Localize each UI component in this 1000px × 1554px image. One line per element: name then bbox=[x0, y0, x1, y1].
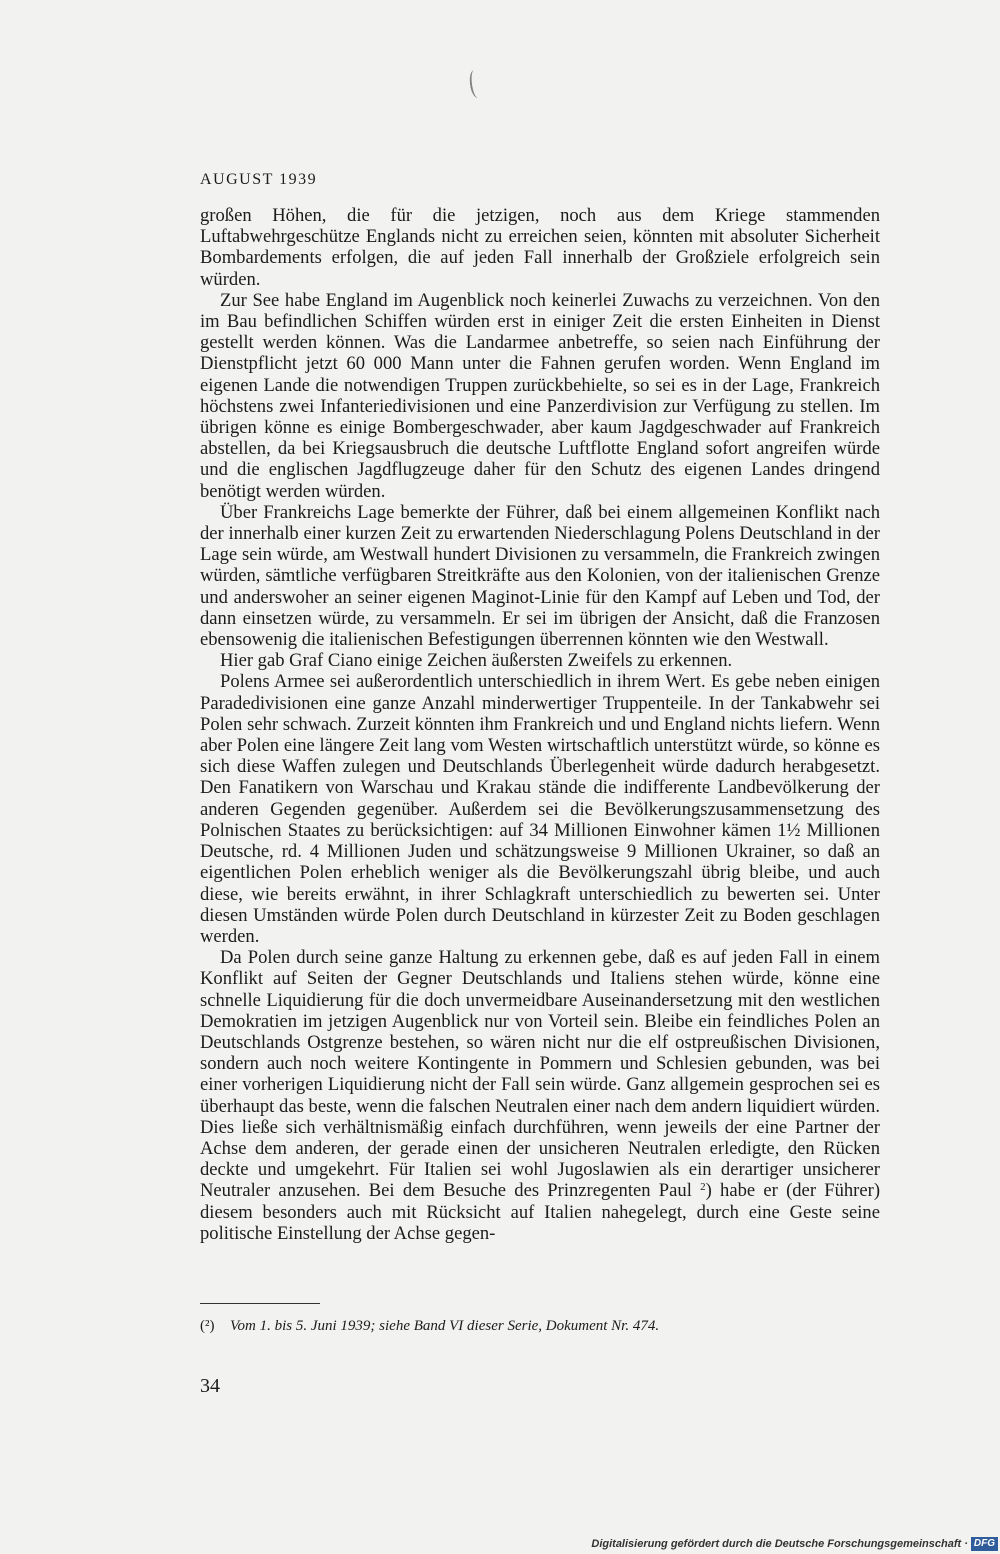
paragraph-2: Zur See habe England im Augenblick noch keinerlei Zuwachs zu verzeichnen. Von den im Bau befindlichen Schiffen würden erst in einiger Zeit die ersten Einheiten in Dienst gestellt werden können. Was die Landarmee anbetreffe, so seien nach Einführung der Dienstpflicht jetzt 60 000 Mann unter die Fahnen gerufen worden. Wenn England im eigenen Lande die notwendigen Truppen zurückbehielte, so sei es in der Lage, Frankreich höchstens zwei Infanteriedivisionen und eine Panzerdivision zur Verfügung zu stellen. Im übrigen könne es einige Bombergeschwader, aber kaum Jagdgeschwader auf Frankreich abstellen, da bei Kriegsausbruch die deutsche Luftflotte England sofort angreifen würde und die englischen Jagdflugzeuge daher für den Schutz des eigenen Landes dringend benötigt werden würden. bbox=[200, 289, 880, 502]
body-text bbox=[200, 205, 880, 1244]
page-number: 34 bbox=[200, 1375, 220, 1397]
paragraph-6-text: Da Polen durch seine ganze Haltung zu erkennen gebe, daß es auf jeden Fall in einem Konflikt auf Seiten der Gegner Deutschlands und Italiens stehen würde, könne eine schnelle Liquidierung für die doch unvermeidbare Auseinandersetzung mit den westlichen Demokratien im jetzigen Augenblick nur von Vorteil sein. Bleibe ein feindliches Polen an Deutschlands Ostgrenze bestehen, so wären nicht nur die elf ostpreußischen Divisionen, sondern auch noch weitere Kontingente in Pommern und Schlesien gebunden, was bei einer vorherigen Liquidierung nicht der Fall sein würde. Ganz allgemein gesprochen sei es überhaupt das beste, wenn die falschen Neutralen einer nach dem andern liquidiert würden. Dies ließe sich verhältnismäßig einfach durchführen, wenn jeweils der eine Partner der Achse dem anderen, der gerade einen der unsicheren Neutralen erledigte, den Rücken deckte und umgekehrt. Für Italien sei wohl Jugoslawien als ein derartiger unsicherer Neutraler anzusehen. Bei dem Besuche des Prinzregenten Paul bbox=[200, 947, 880, 1202]
running-head: AUGUST 1939 bbox=[200, 171, 318, 188]
scan-artifact-mark bbox=[468, 69, 484, 98]
credit-text: Digitalisierung gefördert durch die Deutsche Forschungsgemeinschaft · bbox=[591, 1538, 968, 1550]
footnote bbox=[200, 1316, 880, 1336]
paragraph-5: Polens Armee sei außerordentlich unterschiedlich in ihrem Wert. Es gebe neben einigen Paradedivisionen eine ganze Anzahl minderwertiger Truppenteile. In der Tankabwehr sei Polen sehr schwach. Zurzeit könnten ihm Frankreich und und England nichts liefern. Wenn aber Polen eine längere Zeit lang vom Westen wirtschaftlich unterstützt würde, so könne es sich diese Waffen zulegen und Deutschlands Überlegenheit würde dadurch herabgesetzt. Den Fanatikern von Warschau und Krakau stände die indifferente Landbevölkerung der anderen Gegenden gegenüber. Außerdem sei die Bevölkerungszusammensetzung des Polnischen Staates zu berücksichtigen: auf 34 Millionen Einwohner kämen 1½ Millionen Deutsche, rd. 4 Millionen Juden und schätzungsweise 9 Millionen Ukrainer, so daß an eigentlichen Polen erheblich weniger als die Bevölkerungszahl übrig bleibe, und auch diese, wie bereits erwähnt, in ihrer Schlagkraft unterschiedlich zu bewerten sei. Unter diesen Umständen würde Polen durch Deutschland in kürzester Zeit zu Boden geschlagen werden. bbox=[200, 671, 880, 947]
paragraph-1: großen Höhen, die für die jetzigen, noch aus dem Kriege stammenden Luftabwehrgeschütze Englands nicht zu erreichen seien, könnten mit absoluter Sicherheit Bombardements erfolgen, die auf jeden Fall innerhalb der Großziele erfolgreich sein würden. bbox=[200, 205, 880, 290]
dfg-logo-icon: DFG bbox=[971, 1537, 998, 1551]
footnote-reference: 2 bbox=[700, 1181, 706, 1194]
paragraph-6-continuation: ) habe er (der Führer) diesem besonders auch mit Rücksicht auf Italien nahegelegt, durch eine Geste seine politische Einstellung der Achse gegen- bbox=[200, 1180, 881, 1244]
paragraph-6 bbox=[200, 947, 880, 1244]
footnote-marker: (²) bbox=[200, 1318, 215, 1334]
footnote-text: Vom 1. bis 5. Juni 1939; siehe Band VI dieser Serie, Dokument Nr. 474. bbox=[230, 1318, 660, 1334]
footnote-divider bbox=[200, 1303, 320, 1304]
digitization-credit bbox=[585, 1534, 1000, 1554]
paragraph-4: Hier gab Graf Ciano einige Zeichen äußersten Zweifels zu erkennen. bbox=[220, 650, 733, 672]
paragraph-3: Über Frankreichs Lage bemerkte der Führer, daß bei einem allgemeinen Konflikt nach der innerhalb einer kurzen Zeit zu erwartenden Niederschlagung Polens Deutschland in der Lage sein würde, am Westwall hundert Divisionen zu versammeln, die Frankreich zwingen würden, sämtliche verfügbaren Streitkräfte aus den Kolonien, von der italienischen Grenze und anderswoher an seiner eigenen Maginot-Linie für den Kampf auf Leben und Tod, der dann einsetzen würde, zu versammeln. Er sei im übrigen der Ansicht, daß die Franzosen ebensowenig die italienischen Befestigungen überrennen könnten wie den Westwall. bbox=[200, 501, 880, 651]
